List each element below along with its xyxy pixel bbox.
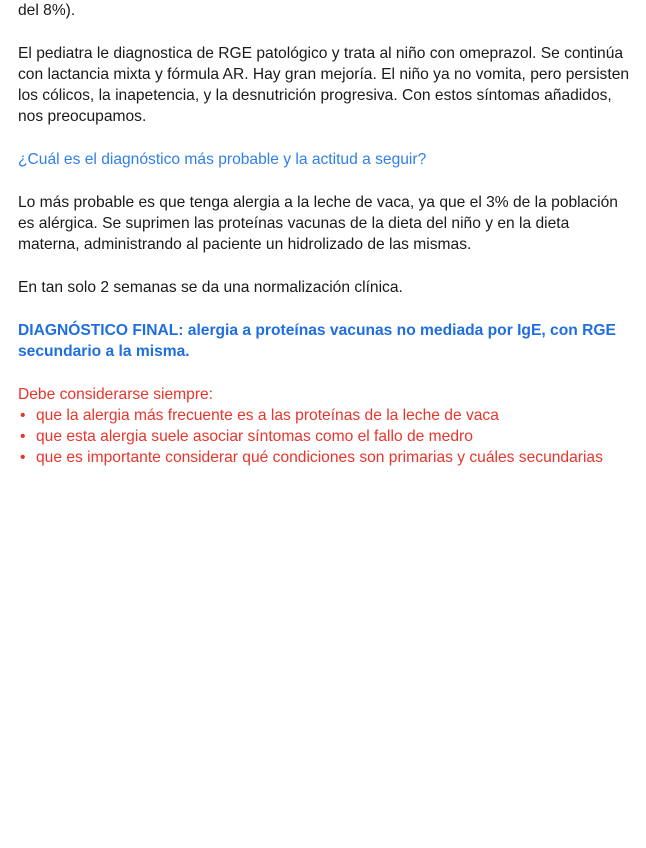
list-item bbox=[18, 447, 634, 468]
bullet-icon: • bbox=[20, 407, 26, 424]
consider-list bbox=[18, 405, 634, 468]
outcome-paragraph: En tan solo 2 semanas se da una normalización clínica. bbox=[18, 279, 403, 296]
consider-heading: Debe considerarse siempre: bbox=[18, 386, 214, 403]
bullet-icon: • bbox=[20, 449, 26, 466]
document-page bbox=[18, 0, 634, 468]
list-item-text: que es importante considerar qué condiciones son primarias y cuáles secundarias bbox=[36, 449, 603, 466]
list-item-text: que esta alergia suele asociar síntomas como el fallo de medro bbox=[36, 428, 473, 445]
question-text: ¿Cuál es el diagnóstico más probable y la actitud a seguir? bbox=[18, 151, 427, 168]
list-item-text: que la alergia más frecuente es a las proteínas de la leche de vaca bbox=[36, 407, 499, 424]
treatment-paragraph: El pediatra le diagnostica de RGE patológico y trata al niño con omeprazol. Se continúa con lactancia mixta y fórmula AR. Hay gran mejoría. El niño ya no vomita, pero persisten los cólicos, la inapetencia, y la desnutrición progresiva. Con estos síntomas añadidos, nos preocupamos. bbox=[18, 45, 630, 125]
bullet-icon: • bbox=[20, 428, 26, 445]
top-fragment: del 8%). bbox=[18, 2, 76, 19]
final-diagnosis: DIAGNÓSTICO FINAL: alergia a proteínas vacunas no mediada por IgE, con RGE secundario a la misma. bbox=[18, 322, 616, 360]
list-item bbox=[18, 426, 634, 447]
list-item bbox=[18, 405, 634, 426]
answer-paragraph: Lo más probable es que tenga alergia a la leche de vaca, ya que el 3% de la población es alérgica. Se suprimen las proteínas vacunas de la dieta del niño y en la dieta materna, administrando al paciente un hidrolizado de las mismas. bbox=[18, 194, 618, 253]
